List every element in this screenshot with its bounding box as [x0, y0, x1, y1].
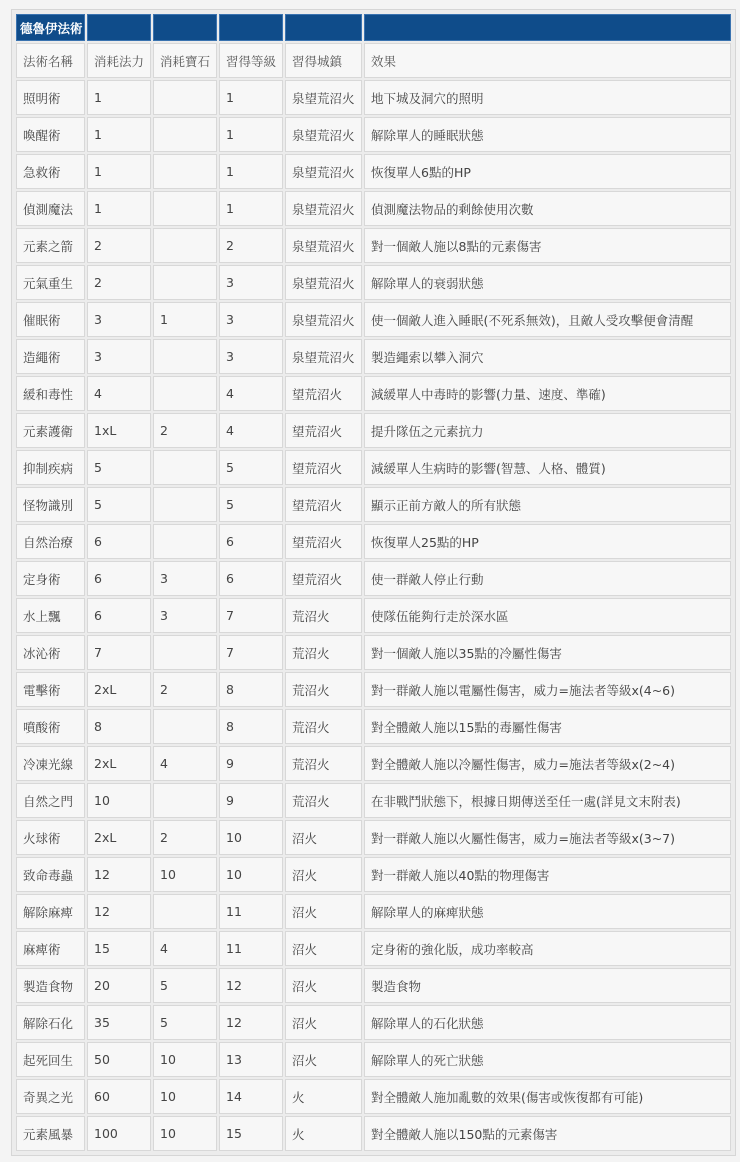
gem-cost-cell: 10 — [153, 1079, 217, 1114]
gem-cost-cell: 4 — [153, 931, 217, 966]
table-row — [16, 524, 731, 559]
title-bar-cell — [285, 14, 362, 41]
learn-level-cell: 8 — [219, 672, 283, 707]
spell-name-cell: 怪物識別 — [16, 487, 85, 522]
effect-cell: 定身術的強化版，成功率較高 — [364, 931, 731, 966]
table-row — [16, 302, 731, 337]
effect-cell: 對全體敵人施以冷屬性傷害，威力=施法者等級x(2~4) — [364, 746, 731, 781]
mp-cost-cell: 3 — [87, 339, 151, 374]
mp-cost-cell: 1 — [87, 80, 151, 115]
learn-level-cell: 13 — [219, 1042, 283, 1077]
mp-cost-cell: 60 — [87, 1079, 151, 1114]
spell-name-cell: 麻痺術 — [16, 931, 85, 966]
effect-cell: 對一群敵人施以火屬性傷害，威力=施法者等級x(3~7) — [364, 820, 731, 855]
gem-cost-cell: 10 — [153, 1116, 217, 1151]
learn-town-cell: 望荒沼火 — [285, 376, 362, 411]
table-row — [16, 191, 731, 226]
effect-cell: 對全體敵人施以150點的元素傷害 — [364, 1116, 731, 1151]
gem-cost-cell: 4 — [153, 746, 217, 781]
table-row — [16, 1042, 731, 1077]
column-header-gem-cost: 消耗寶石 — [153, 43, 217, 78]
mp-cost-cell: 5 — [87, 487, 151, 522]
learn-level-cell: 1 — [219, 154, 283, 189]
learn-town-cell: 沼火 — [285, 820, 362, 855]
effect-cell: 使一個敵人進入睡眠(不死系無效)，且敵人受攻擊便會清醒 — [364, 302, 731, 337]
spell-name-cell: 急救術 — [16, 154, 85, 189]
spell-name-cell: 抑制疾病 — [16, 450, 85, 485]
column-header-effect: 效果 — [364, 43, 731, 78]
mp-cost-cell: 6 — [87, 598, 151, 633]
learn-town-cell: 泉望荒沼火 — [285, 191, 362, 226]
spell-name-cell: 元氣重生 — [16, 265, 85, 300]
spell-name-cell: 解除石化 — [16, 1005, 85, 1040]
spell-name-cell: 起死回生 — [16, 1042, 85, 1077]
effect-cell: 偵測魔法物品的剩餘使用次數 — [364, 191, 731, 226]
spell-name-cell: 噴酸術 — [16, 709, 85, 744]
spell-name-cell: 致命毒蟲 — [16, 857, 85, 892]
table-row — [16, 228, 731, 263]
gem-cost-cell — [153, 228, 217, 263]
mp-cost-cell: 20 — [87, 968, 151, 1003]
learn-town-cell: 望荒沼火 — [285, 450, 362, 485]
table-row — [16, 931, 731, 966]
effect-cell: 恢復單人6點的HP — [364, 154, 731, 189]
learn-level-cell: 9 — [219, 783, 283, 818]
mp-cost-cell: 5 — [87, 450, 151, 485]
learn-town-cell: 泉望荒沼火 — [285, 117, 362, 152]
spell-name-cell: 元素之箭 — [16, 228, 85, 263]
mp-cost-cell: 7 — [87, 635, 151, 670]
table-row — [16, 1005, 731, 1040]
learn-level-cell: 15 — [219, 1116, 283, 1151]
spell-name-cell: 冰沁術 — [16, 635, 85, 670]
table-row — [16, 672, 731, 707]
learn-level-cell: 1 — [219, 191, 283, 226]
spell-name-cell: 照明術 — [16, 80, 85, 115]
mp-cost-cell: 3 — [87, 302, 151, 337]
table-row — [16, 413, 731, 448]
column-header-town: 習得城鎮 — [285, 43, 362, 78]
learn-town-cell: 望荒沼火 — [285, 413, 362, 448]
learn-town-cell: 沼火 — [285, 1005, 362, 1040]
effect-cell: 減緩單人生病時的影響(智慧、人格、體質) — [364, 450, 731, 485]
mp-cost-cell: 15 — [87, 931, 151, 966]
column-header-row — [16, 43, 731, 78]
spell-name-cell: 水上飄 — [16, 598, 85, 633]
gem-cost-cell — [153, 339, 217, 374]
learn-town-cell: 沼火 — [285, 894, 362, 929]
mp-cost-cell: 6 — [87, 561, 151, 596]
druid-spell-table-container — [11, 9, 736, 1156]
mp-cost-cell: 50 — [87, 1042, 151, 1077]
learn-town-cell: 泉望荒沼火 — [285, 154, 362, 189]
learn-level-cell: 10 — [219, 820, 283, 855]
effect-cell: 使隊伍能夠行走於深水區 — [364, 598, 731, 633]
effect-cell: 顯示正前方敵人的所有狀態 — [364, 487, 731, 522]
gem-cost-cell — [153, 524, 217, 559]
gem-cost-cell: 2 — [153, 820, 217, 855]
table-row — [16, 265, 731, 300]
spell-name-cell: 自然治療 — [16, 524, 85, 559]
table-row — [16, 487, 731, 522]
gem-cost-cell: 2 — [153, 672, 217, 707]
table-row — [16, 894, 731, 929]
effect-cell: 解除單人的死亡狀態 — [364, 1042, 731, 1077]
learn-town-cell: 望荒沼火 — [285, 561, 362, 596]
spell-name-cell: 喚醒術 — [16, 117, 85, 152]
learn-town-cell: 泉望荒沼火 — [285, 228, 362, 263]
table-row — [16, 709, 731, 744]
column-header-name: 法術名稱 — [16, 43, 85, 78]
learn-town-cell: 泉望荒沼火 — [285, 265, 362, 300]
learn-level-cell: 12 — [219, 1005, 283, 1040]
learn-level-cell: 3 — [219, 265, 283, 300]
mp-cost-cell: 6 — [87, 524, 151, 559]
mp-cost-cell: 4 — [87, 376, 151, 411]
effect-cell: 解除單人的石化狀態 — [364, 1005, 731, 1040]
effect-cell: 使一群敵人停止行動 — [364, 561, 731, 596]
spell-name-cell: 元素護衛 — [16, 413, 85, 448]
table-row — [16, 783, 731, 818]
title-bar-cell — [364, 14, 731, 41]
effect-cell: 解除單人的衰弱狀態 — [364, 265, 731, 300]
gem-cost-cell: 3 — [153, 598, 217, 633]
effect-cell: 在非戰鬥狀態下，根據日期傳送至任一處(詳見文末附表) — [364, 783, 731, 818]
learn-level-cell: 9 — [219, 746, 283, 781]
learn-level-cell: 12 — [219, 968, 283, 1003]
gem-cost-cell — [153, 191, 217, 226]
learn-town-cell: 荒沼火 — [285, 635, 362, 670]
druid-spell-table — [14, 12, 733, 1153]
effect-cell: 地下城及洞穴的照明 — [364, 80, 731, 115]
learn-level-cell: 7 — [219, 635, 283, 670]
spell-name-cell: 定身術 — [16, 561, 85, 596]
gem-cost-cell: 3 — [153, 561, 217, 596]
learn-town-cell: 望荒沼火 — [285, 524, 362, 559]
gem-cost-cell: 10 — [153, 857, 217, 892]
gem-cost-cell — [153, 635, 217, 670]
spell-name-cell: 電擊術 — [16, 672, 85, 707]
spell-name-cell: 自然之門 — [16, 783, 85, 818]
column-header-level: 習得等級 — [219, 43, 283, 78]
gem-cost-cell: 10 — [153, 1042, 217, 1077]
table-row — [16, 561, 731, 596]
spell-name-cell: 火球術 — [16, 820, 85, 855]
spell-name-cell: 解除麻痺 — [16, 894, 85, 929]
spell-name-cell: 催眠術 — [16, 302, 85, 337]
learn-level-cell: 10 — [219, 857, 283, 892]
mp-cost-cell: 1xL — [87, 413, 151, 448]
gem-cost-cell — [153, 450, 217, 485]
learn-town-cell: 荒沼火 — [285, 598, 362, 633]
table-row — [16, 80, 731, 115]
learn-town-cell: 泉望荒沼火 — [285, 302, 362, 337]
effect-cell: 對一個敵人施以35點的冷屬性傷害 — [364, 635, 731, 670]
gem-cost-cell — [153, 376, 217, 411]
mp-cost-cell: 12 — [87, 857, 151, 892]
gem-cost-cell — [153, 894, 217, 929]
gem-cost-cell — [153, 154, 217, 189]
table-row — [16, 376, 731, 411]
title-bar-cell — [87, 14, 151, 41]
effect-cell: 製造食物 — [364, 968, 731, 1003]
gem-cost-cell: 5 — [153, 968, 217, 1003]
spell-name-cell: 偵測魔法 — [16, 191, 85, 226]
mp-cost-cell: 2 — [87, 265, 151, 300]
title-bar-cell — [219, 14, 283, 41]
effect-cell: 製造繩索以攀入洞穴 — [364, 339, 731, 374]
learn-level-cell: 11 — [219, 894, 283, 929]
effect-cell: 對一群敵人施以電屬性傷害，威力=施法者等級x(4~6) — [364, 672, 731, 707]
learn-town-cell: 沼火 — [285, 931, 362, 966]
gem-cost-cell — [153, 487, 217, 522]
spell-name-cell: 製造食物 — [16, 968, 85, 1003]
learn-town-cell: 沼火 — [285, 1042, 362, 1077]
learn-town-cell: 荒沼火 — [285, 783, 362, 818]
mp-cost-cell: 12 — [87, 894, 151, 929]
learn-level-cell: 11 — [219, 931, 283, 966]
mp-cost-cell: 100 — [87, 1116, 151, 1151]
mp-cost-cell: 2xL — [87, 672, 151, 707]
title-bar-cell — [153, 14, 217, 41]
learn-level-cell: 4 — [219, 413, 283, 448]
table-row — [16, 857, 731, 892]
learn-level-cell: 7 — [219, 598, 283, 633]
table-row — [16, 117, 731, 152]
learn-level-cell: 3 — [219, 302, 283, 337]
table-title: 德魯伊法術 — [16, 14, 85, 41]
gem-cost-cell — [153, 80, 217, 115]
table-row — [16, 339, 731, 374]
mp-cost-cell: 1 — [87, 154, 151, 189]
spell-name-cell: 奇異之光 — [16, 1079, 85, 1114]
learn-town-cell: 沼火 — [285, 968, 362, 1003]
table-row — [16, 746, 731, 781]
learn-level-cell: 1 — [219, 80, 283, 115]
mp-cost-cell: 1 — [87, 191, 151, 226]
table-row — [16, 820, 731, 855]
effect-cell: 恢復單人25點的HP — [364, 524, 731, 559]
table-row — [16, 1079, 731, 1114]
table-row — [16, 450, 731, 485]
mp-cost-cell: 10 — [87, 783, 151, 818]
learn-level-cell: 2 — [219, 228, 283, 263]
mp-cost-cell: 2 — [87, 228, 151, 263]
table-row — [16, 154, 731, 189]
table-title-row — [16, 14, 731, 41]
gem-cost-cell — [153, 117, 217, 152]
spell-name-cell: 緩和毒性 — [16, 376, 85, 411]
table-row — [16, 598, 731, 633]
mp-cost-cell: 35 — [87, 1005, 151, 1040]
effect-cell: 對全體敵人施以15點的毒屬性傷害 — [364, 709, 731, 744]
effect-cell: 減緩單人中毒時的影響(力量、速度、準確) — [364, 376, 731, 411]
spell-name-cell: 造繩術 — [16, 339, 85, 374]
effect-cell: 解除單人的麻痺狀態 — [364, 894, 731, 929]
learn-level-cell: 4 — [219, 376, 283, 411]
learn-level-cell: 5 — [219, 487, 283, 522]
learn-level-cell: 14 — [219, 1079, 283, 1114]
learn-level-cell: 3 — [219, 339, 283, 374]
mp-cost-cell: 2xL — [87, 820, 151, 855]
gem-cost-cell: 5 — [153, 1005, 217, 1040]
gem-cost-cell — [153, 783, 217, 818]
gem-cost-cell: 1 — [153, 302, 217, 337]
gem-cost-cell: 2 — [153, 413, 217, 448]
effect-cell: 提升隊伍之元素抗力 — [364, 413, 731, 448]
learn-town-cell: 火 — [285, 1079, 362, 1114]
learn-level-cell: 5 — [219, 450, 283, 485]
learn-town-cell: 火 — [285, 1116, 362, 1151]
table-row — [16, 968, 731, 1003]
spell-name-cell: 元素風暴 — [16, 1116, 85, 1151]
learn-town-cell: 泉望荒沼火 — [285, 80, 362, 115]
table-row — [16, 1116, 731, 1151]
learn-town-cell: 望荒沼火 — [285, 487, 362, 522]
effect-cell: 對全體敵人施加亂數的效果(傷害或恢復都有可能) — [364, 1079, 731, 1114]
gem-cost-cell — [153, 265, 217, 300]
learn-town-cell: 荒沼火 — [285, 709, 362, 744]
learn-town-cell: 泉望荒沼火 — [285, 339, 362, 374]
effect-cell: 解除單人的睡眠狀態 — [364, 117, 731, 152]
effect-cell: 對一群敵人施以40點的物理傷害 — [364, 857, 731, 892]
learn-level-cell: 6 — [219, 524, 283, 559]
mp-cost-cell: 8 — [87, 709, 151, 744]
learn-town-cell: 沼火 — [285, 857, 362, 892]
learn-level-cell: 6 — [219, 561, 283, 596]
effect-cell: 對一個敵人施以8點的元素傷害 — [364, 228, 731, 263]
learn-level-cell: 8 — [219, 709, 283, 744]
mp-cost-cell: 1 — [87, 117, 151, 152]
mp-cost-cell: 2xL — [87, 746, 151, 781]
spell-name-cell: 冷凍光線 — [16, 746, 85, 781]
gem-cost-cell — [153, 709, 217, 744]
table-row — [16, 635, 731, 670]
learn-town-cell: 荒沼火 — [285, 672, 362, 707]
column-header-mp-cost: 消耗法力 — [87, 43, 151, 78]
learn-town-cell: 荒沼火 — [285, 746, 362, 781]
learn-level-cell: 1 — [219, 117, 283, 152]
